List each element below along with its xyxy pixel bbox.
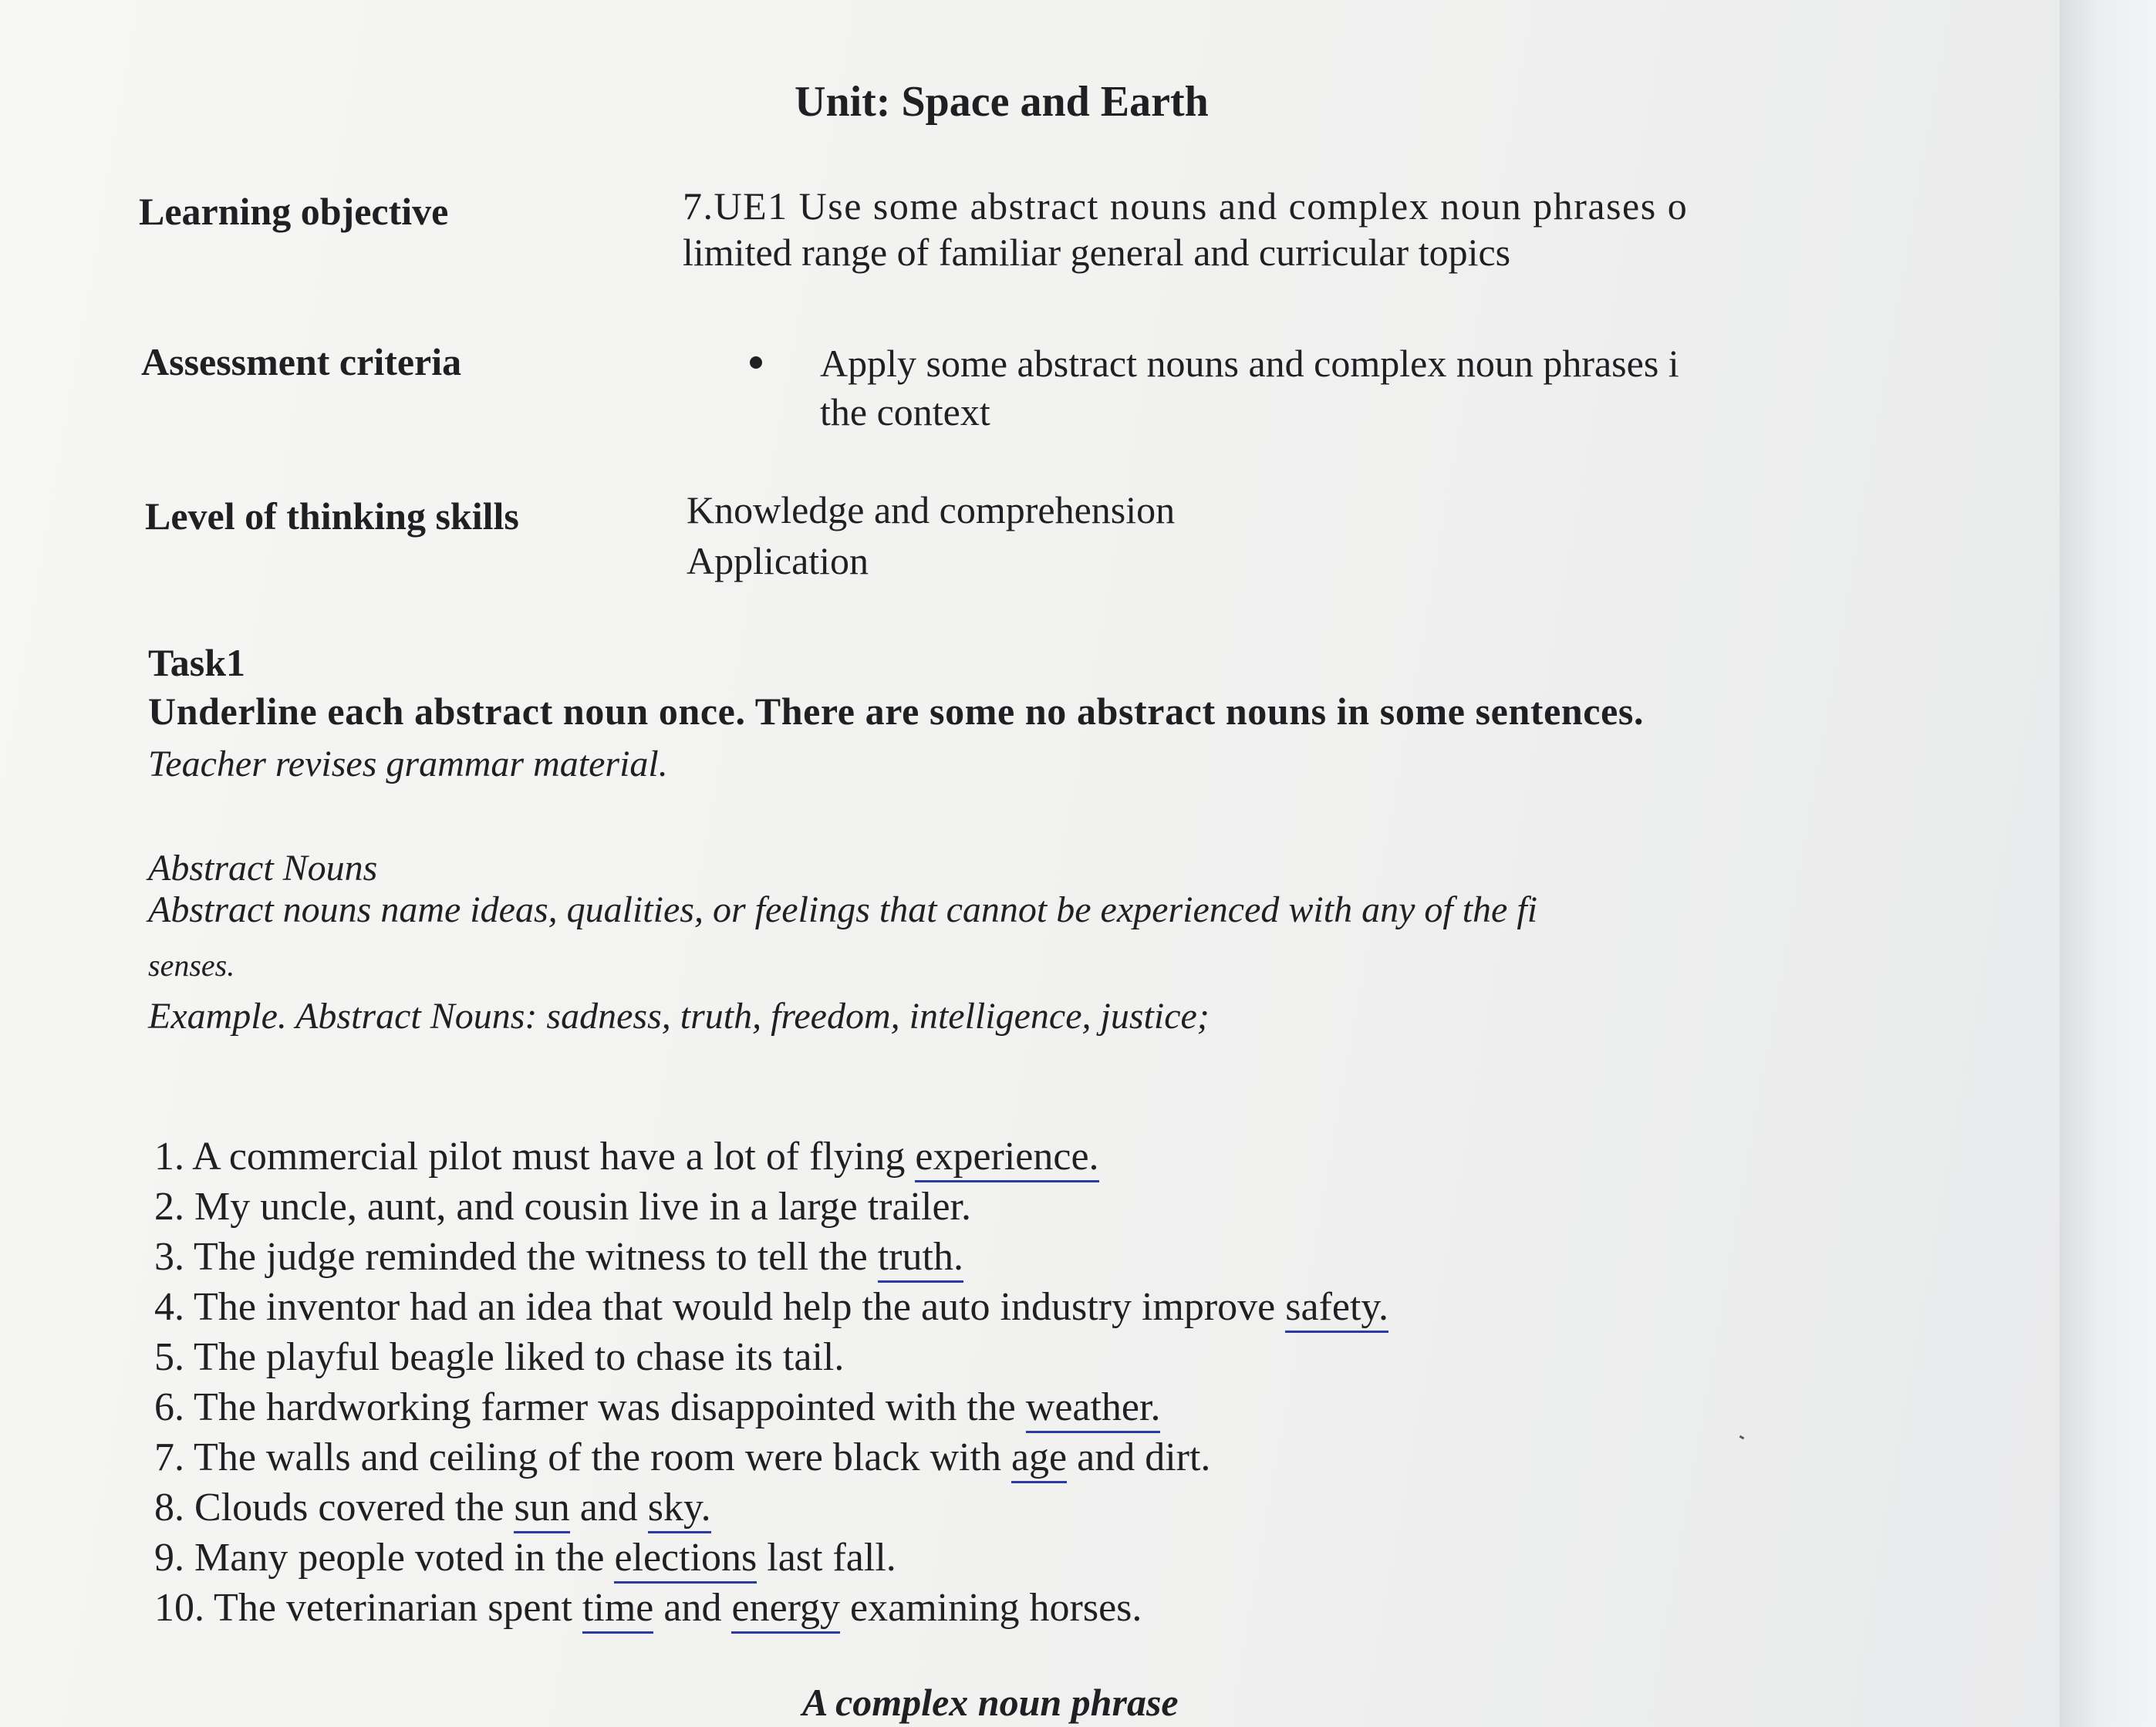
sentence-6 [154, 1385, 1160, 1430]
bullet-icon [750, 356, 762, 369]
abstract-nouns-title: Abstract Nouns [148, 848, 378, 889]
learning-objective-label: Learning objective [139, 190, 449, 233]
underlined-noun: experience. [915, 1135, 1098, 1182]
sentence-text: 1. A commercial pilot must have a lot of flying [154, 1135, 916, 1179]
abstract-nouns-definition-line2: senses. [148, 948, 235, 983]
assessment-criteria-label: Assessment criteria [141, 340, 462, 383]
abstract-nouns-example: Example. Abstract Nouns: sadness, truth, freedom, intelligence, justice; [148, 996, 1210, 1037]
sentence-text: 2. My uncle, aunt, and cousin live in a large trailer. [154, 1185, 971, 1229]
pen-mark [1739, 1435, 1745, 1440]
sentence-text: 5. The playful beagle liked to chase its tail. [154, 1335, 845, 1379]
sentence-10 [154, 1585, 1142, 1631]
assessment-criteria-text-line1: Apply some abstract nouns and complex noun phrases i [820, 342, 1679, 385]
complex-noun-phrase-title: A complex noun phrase [802, 1681, 1179, 1724]
sentence-7 [154, 1435, 1210, 1480]
sentence-text: and dirt. [1067, 1435, 1211, 1479]
sentence-text: and [653, 1586, 732, 1630]
thinking-skills-text-line2: Application [687, 539, 869, 582]
sentence-8 [154, 1485, 711, 1530]
learning-objective-text-line2: limited range of familiar general and curricular topics [683, 231, 1511, 274]
sentence-text: examining horses. [840, 1586, 1142, 1630]
sentence-text: 3. The judge reminded the witness to tell the [154, 1235, 878, 1279]
underlined-noun: sky. [648, 1486, 711, 1533]
sentence-text: 8. Clouds covered the [154, 1486, 515, 1530]
assessment-criteria-text-line2: the context [820, 390, 990, 433]
sentence-3 [154, 1234, 963, 1280]
learning-objective-text-line1: 7.UE1 Use some abstract nouns and complex noun phrases o [683, 184, 1689, 228]
thinking-skills-label: Level of thinking skills [145, 494, 519, 538]
page-edge-background [2060, 0, 2156, 1727]
task-instruction: Underline each abstract noun once. There are some no abstract nouns in some sentences. [148, 690, 1645, 733]
sentence-text: 9. Many people voted in the [154, 1536, 615, 1580]
underlined-noun: time [582, 1586, 653, 1634]
underlined-noun: energy [731, 1586, 840, 1634]
sentence-text: last fall. [757, 1536, 896, 1580]
underlined-noun: elections [614, 1536, 757, 1584]
underlined-noun: truth. [878, 1235, 963, 1283]
underlined-noun: safety. [1285, 1285, 1388, 1333]
abstract-nouns-definition-line1: Abstract nouns name ideas, qualities, or feelings that cannot be experienced with any of the fi [148, 889, 1538, 930]
sentence-text: 6. The hardworking farmer was disappointed with the [154, 1385, 1026, 1429]
teacher-note: Teacher revises grammar material. [148, 744, 668, 784]
unit-title: Unit: Space and Earth [795, 78, 1209, 126]
sentence-text: 7. The walls and ceiling of the room were black with [154, 1435, 1011, 1479]
underlined-noun: weather. [1026, 1385, 1161, 1433]
sentence-5 [154, 1334, 844, 1380]
sentence-4 [154, 1284, 1388, 1330]
sentence-text: 10. The veterinarian spent [154, 1586, 582, 1630]
sentence-text: and [569, 1486, 648, 1530]
thinking-skills-text-line1: Knowledge and comprehension [687, 488, 1176, 531]
sentence-1 [154, 1134, 1099, 1179]
task-title: Task1 [148, 641, 246, 684]
sentence-text: 4. The inventor had an idea that would help the auto industry improve [154, 1285, 1286, 1329]
sentence-9 [154, 1535, 896, 1580]
sentence-2 [154, 1184, 971, 1229]
underlined-noun: age [1011, 1435, 1067, 1483]
underlined-noun: sun [514, 1486, 569, 1533]
